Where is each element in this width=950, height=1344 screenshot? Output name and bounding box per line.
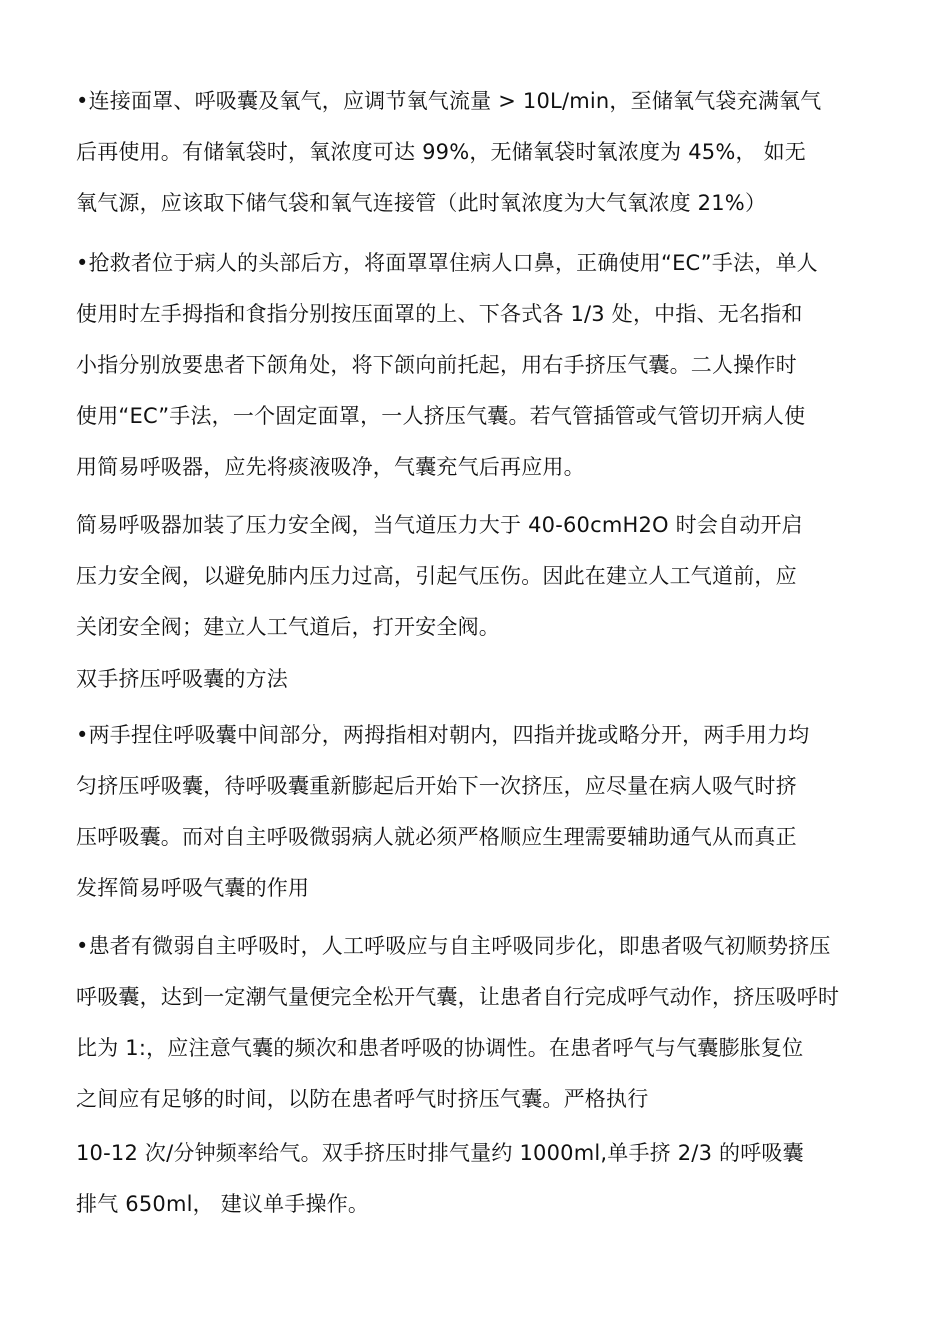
text-line: 10-12 次/分钟频率给气。双手挤压时排气量约 1000ml,单手挤 2/3 的呼吸囊 — [76, 1141, 804, 1165]
text-line: 使用“EC”手法，一个固定面罩，一人挤压气囊。若气管插管或气管切开病人使 — [76, 404, 806, 428]
paragraph-synchronization — [76, 921, 866, 1125]
text-line: 排气 650ml， 建议单手操作。 — [76, 1192, 370, 1216]
paragraph-oxygen-connection — [76, 76, 866, 229]
text-line: 小指分别放要患者下颌角处，将下颌向前托起，用右手挤压气囊。二人操作时 — [76, 353, 797, 377]
paragraph-two-hand-squeeze — [76, 710, 866, 914]
paragraph-frequency-volume — [76, 1128, 866, 1230]
text-line: •患者有微弱自主呼吸时，人工呼吸应与自主呼吸同步化，即患者吸气初顺势挤压 — [76, 934, 831, 958]
text-line: •抢救者位于病人的头部后方，将面罩罩住病人口鼻，正确使用“EC”手法，单人 — [76, 251, 818, 275]
text-line: 压力安全阀，以避免肺内压力过高，引起气压伤。因此在建立人工气道前，应 — [76, 564, 797, 588]
section-heading-two-hand-method — [76, 654, 866, 705]
paragraph-ec-technique — [76, 238, 866, 493]
text-line: 比为 1:，应注意气囊的频次和患者呼吸的协调性。在患者呼气与气囊膨胀复位 — [76, 1036, 804, 1060]
text-line: 匀挤压呼吸囊，待呼吸囊重新膨起后开始下一次挤压，应尽量在病人吸气时挤 — [76, 774, 797, 798]
text-line: 氧气源，应该取下储气袋和氧气连接管（此时氧浓度为大气氧浓度 21%） — [76, 191, 767, 215]
text-line: 压呼吸囊。而对自主呼吸微弱病人就必须严格顺应生理需要辅助通气从而真正 — [76, 825, 797, 849]
text-line: 发挥简易呼吸气囊的作用 — [76, 876, 310, 900]
text-line: 使用时左手拇指和食指分别按压面罩的上、下各式各 1/3 处，中指、无名指和 — [76, 302, 803, 326]
text-line: 简易呼吸器加装了压力安全阀，当气道压力大于 40-60cmH2O 时会自动开启 — [76, 513, 803, 537]
text-line: •两手捏住呼吸囊中间部分，两拇指相对朝内，四指并拢或略分开，两手用力均 — [76, 723, 810, 747]
text-line: 之间应有足够的时间，以防在患者呼气时挤压气囊。严格执行 — [76, 1087, 649, 1111]
text-line: •连接面罩、呼吸囊及氧气，应调节氧气流量 > 10L/min，至储氧气袋充满氧气 — [76, 89, 822, 113]
paragraph-safety-valve — [76, 500, 866, 653]
text-line: 后再使用。有储氧袋时，氧浓度可达 99%，无储氧袋时氧浓度为 45%， 如无 — [76, 140, 806, 164]
text-line: 呼吸囊，达到一定潮气量便完全松开气囊，让患者自行完成呼气动作，挤压吸呼时 — [76, 985, 840, 1009]
text-line: 双手挤压呼吸囊的方法 — [76, 667, 288, 691]
text-line: 关闭安全阀；建立人工气道后，打开安全阀。 — [76, 615, 500, 639]
text-line: 用简易呼吸器，应先将痰液吸净，气囊充气后再应用。 — [76, 455, 585, 479]
